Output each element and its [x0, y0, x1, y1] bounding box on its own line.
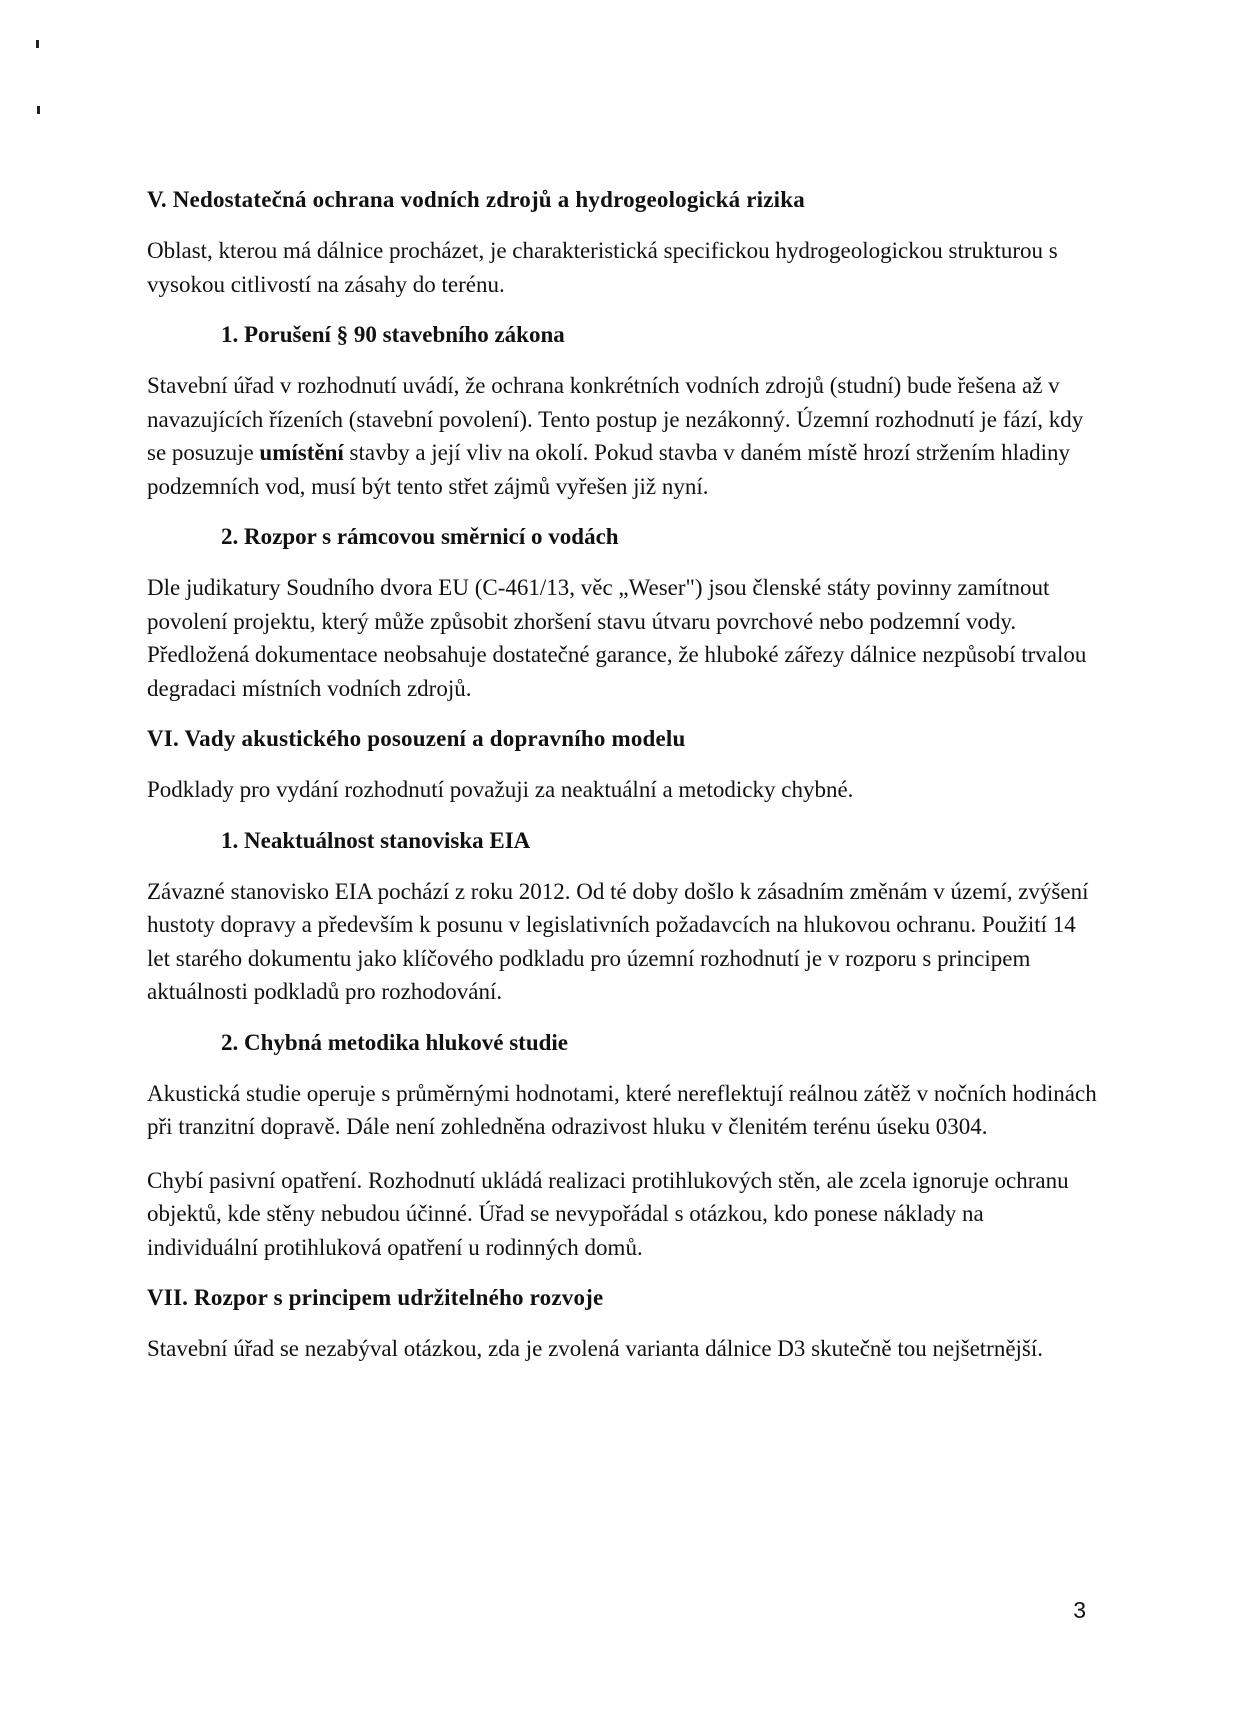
paragraph-text-before: Stavební úřad v rozhodnutí uvádí, že ochrana konkrétních vodních zdrojů (studní) bude řešena až v navazujících řízeních (stavební povolení). Tento postup je nezákonný. Územní rozhodnutí je fází, kdy se posuzuje	[147, 373, 1084, 465]
section-vi-intro: Podklady pro vydání rozhodnutí považuji za neaktuální a metodicky chybné.	[147, 777, 854, 802]
emphasis-umisteni: umístění	[259, 440, 344, 465]
scan-mark-bottom	[37, 106, 40, 114]
section-vii-intro: Stavební úřad se nezabýval otázkou, zda je zvolená varianta dálnice D3 skutečně tou nejšetrnější.	[147, 1336, 1044, 1361]
section-heading-vi: VI. Vady akustického posouzení a dopravního modelu	[147, 726, 686, 751]
document-body	[147, 186, 1097, 1386]
page-number: 3	[1073, 1597, 1086, 1623]
subsection-heading-vi-2: 2. Chybná metodika hlukové studie	[221, 1029, 568, 1055]
subsection-v-1-paragraph	[147, 369, 1097, 503]
subsection-heading-vi-1: 1. Neaktuálnost stanoviska EIA	[221, 827, 531, 853]
scan-mark-top	[36, 40, 39, 48]
subsection-vi-1-paragraph: Závazné stanovisko EIA pochází z roku 2012. Od té doby došlo k zásadním změnám v území, zvýšení hustoty dopravy a především k posunu v legislativních požadavcích na hlukovou ochranu. Použití 14 let starého dokumentu jako klíčového podkladu pro územní rozhodnutí je v rozporu s principem aktuálnosti podkladů pro rozhodování.	[147, 878, 1089, 1004]
subsection-heading-v-1: 1. Porušení § 90 stavebního zákona	[221, 322, 565, 347]
subsection-heading-v-2: 2. Rozpor s rámcovou směrnicí o vodách	[221, 524, 619, 549]
paragraph-text-after: stavby a její vliv na okolí. Pokud stavba v daném místě hrozí stržením hladiny podzemních vod, musí být tento střet zájmů vyřešen již nyní.	[147, 440, 1071, 499]
subsection-vi-2-paragraph-1: Akustická studie operuje s průměrnými hodnotami, které nereflektují reálnou zátěž v nočních hodinách při tranzitní dopravě. Dále není zohledněna odrazivost hluku v členitém terénu úseku 0304.	[147, 1080, 1097, 1139]
section-v-intro: Oblast, kterou má dálnice procházet, je charakteristická specifickou hydrogeologickou strukturou s vysokou citlivostí na zásahy do terénu.	[147, 238, 1058, 297]
subsection-vi-2-paragraph-2: Chybí pasivní opatření. Rozhodnutí ukládá realizaci protihlukových stěn, ale zcela ignoruje ochranu objektů, kde stěny nebudou účinné. Úřad se nevypořádal s otázkou, kdo ponese náklady na individuální protihluková opatření u rodinných domů.	[147, 1167, 1069, 1260]
subsection-v-2-paragraph: Dle judikatury Soudního dvora EU (C-461/13, věc „Weser") jsou členské státy povinny zamítnout povolení projektu, který může způsobit zhoršení stavu útvaru povrchové nebo podzemní vody. Předložená dokumentace neobsahuje dostatečné garance, že hluboké zářezy dálnice nezpůsobí trvalou degradaci místních vodních zdrojů.	[147, 575, 1087, 701]
section-heading-v: V. Nedostatečná ochrana vodních zdrojů a hydrogeologická rizika	[147, 187, 805, 212]
section-heading-vii: VII. Rozpor s principem udržitelného rozvoje	[147, 1285, 604, 1310]
